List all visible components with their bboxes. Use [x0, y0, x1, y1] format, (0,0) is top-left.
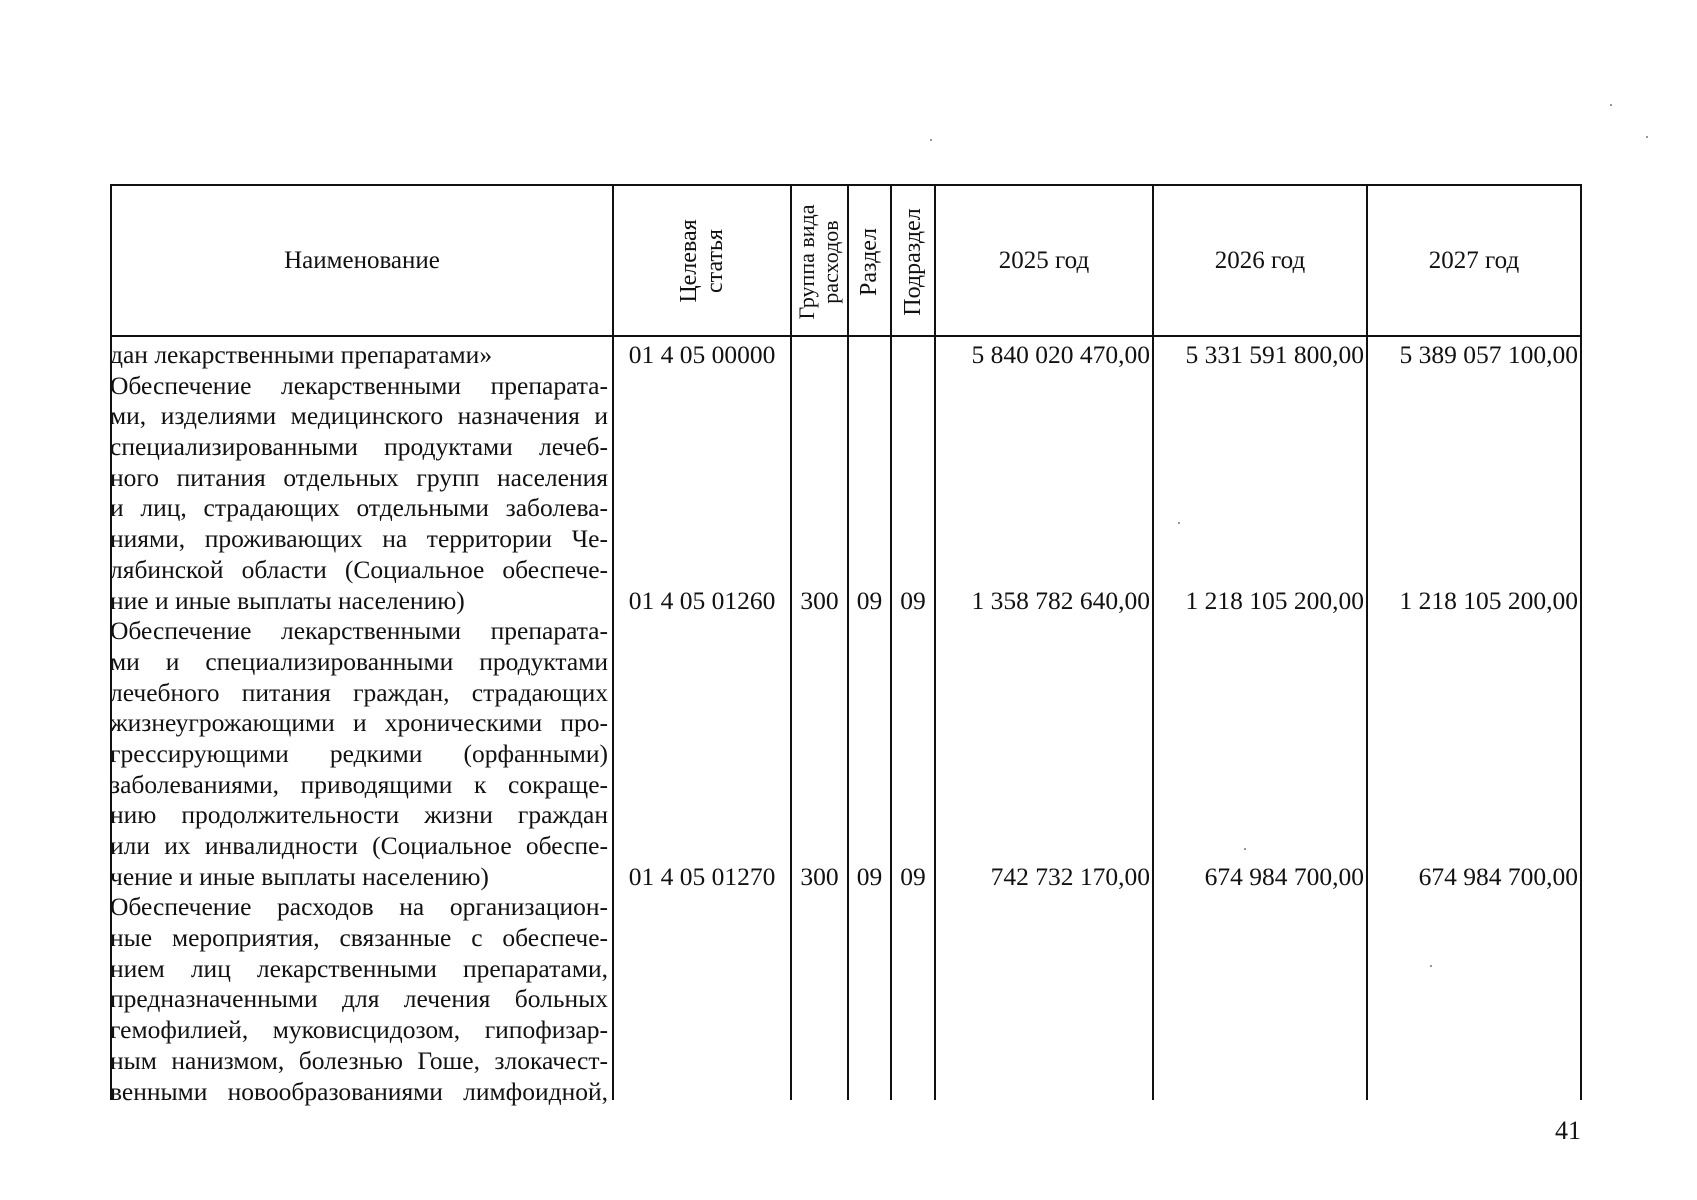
name-line: гемофилией, муковисцидозом, гипофизар- — [110, 1015, 608, 1045]
row-2-section: 09 — [856, 862, 883, 891]
row-2-2027: 674 984 700,00 — [1418, 862, 1578, 891]
row-2-code: 01 4 05 01270 — [628, 862, 776, 891]
name-line: или их инвалидности (Социальное обеспе- — [110, 831, 608, 860]
row-1-2026: 1 218 105 200,00 — [1185, 586, 1364, 615]
header-expense-group-line1: Группа вида — [794, 204, 819, 320]
scan-speck — [1646, 136, 1648, 138]
name-line: ми, изделиями медицинского назначения и — [110, 401, 608, 431]
name-line: ные мероприятия, связанные с обеспече- — [110, 923, 608, 953]
name-line: ниями, проживающих на территории Че- — [110, 524, 608, 554]
row-1-section: 09 — [856, 586, 883, 615]
row-2-subsection: 09 — [900, 862, 926, 891]
name-line: ным нанизмом, болезнью Гоше, злокачест- — [110, 1045, 608, 1075]
header-subsection: Подраздел — [900, 208, 926, 316]
row-2-group: 300 — [800, 862, 839, 891]
name-line: Обеспечение лекарственными препарата- — [110, 370, 608, 400]
name-line: чение и иные выплаты населению) — [110, 861, 489, 891]
col-divider — [612, 184, 614, 1100]
header-target-article-label: Целевая статья — [676, 219, 728, 303]
header-year-2026: 2026 год — [1214, 246, 1306, 274]
row-0-2025: 5 840 020 470,00 — [971, 340, 1150, 369]
header-expense-group-line2: расходов — [818, 220, 843, 304]
header-section: Раздел — [856, 228, 882, 296]
name-line: грессирующими редкими (орфанными) — [110, 738, 608, 768]
name-line: Обеспечение расходов на организацион- — [110, 892, 608, 922]
name-line: ние и иные выплаты населению) — [110, 585, 465, 615]
row-2-2026: 674 984 700,00 — [1204, 862, 1364, 891]
name-line: ми и специализированными продуктами — [110, 646, 608, 676]
header-year-2025: 2025 год — [998, 246, 1090, 274]
name-line: нием лиц лекарственными препаратами, — [110, 953, 608, 983]
name-line: венными новообразованиями лимфоидной, — [110, 1076, 608, 1106]
col-divider — [847, 184, 849, 1100]
header-expense-group — [794, 198, 843, 326]
col-divider — [790, 184, 792, 1100]
scan-speck — [1430, 965, 1432, 967]
scan-speck — [930, 139, 932, 141]
scan-speck — [1244, 848, 1246, 850]
col-divider — [890, 184, 892, 1100]
row-1-subsection: 09 — [900, 586, 926, 615]
scan-speck — [1610, 104, 1612, 106]
name-line: лябинской области (Социальное обеспече- — [110, 554, 608, 584]
name-line: жизнеугрожающими и хроническими про- — [110, 708, 608, 738]
name-line: специализированными продуктами лечеб- — [110, 432, 608, 462]
name-line: предназначенными для лечения больных — [110, 984, 608, 1014]
budget-table — [110, 184, 1582, 1106]
name-line: Обеспечение лекарственными препарата- — [110, 616, 608, 646]
page-number: 41 — [1555, 1116, 1581, 1145]
row-1-2027: 1 218 105 200,00 — [1399, 586, 1578, 615]
header-name: Наименование — [284, 246, 440, 274]
header-bottom-border — [110, 335, 1582, 337]
name-line: и лиц, страдающих отдельными заболева- — [110, 493, 608, 523]
row-1-code: 01 4 05 01260 — [628, 586, 776, 615]
name-line: ного питания отдельных групп населения — [110, 462, 608, 492]
name-line: нию продолжительности жизни граждан — [110, 800, 608, 830]
name-line: заболеваниями, приводящими к сокраще- — [110, 769, 608, 799]
scan-speck — [1178, 522, 1180, 524]
row-2-2025: 742 732 170,00 — [990, 862, 1150, 891]
name-line: лечебного питания граждан, страдающих — [110, 677, 608, 707]
table-right-border — [1580, 184, 1582, 1100]
name-line: дан лекарственными препаратами» — [110, 340, 493, 369]
header-target-article — [672, 211, 732, 311]
row-0-code: 01 4 05 00000 — [628, 340, 776, 369]
row-1-2025: 1 358 782 640,00 — [971, 586, 1150, 615]
name-column — [110, 340, 608, 1107]
row-0-2027: 5 389 057 100,00 — [1399, 340, 1578, 369]
row-1-group: 300 — [800, 586, 839, 615]
row-0-2026: 5 331 591 800,00 — [1185, 340, 1364, 369]
header-year-2027: 2027 год — [1428, 246, 1520, 274]
